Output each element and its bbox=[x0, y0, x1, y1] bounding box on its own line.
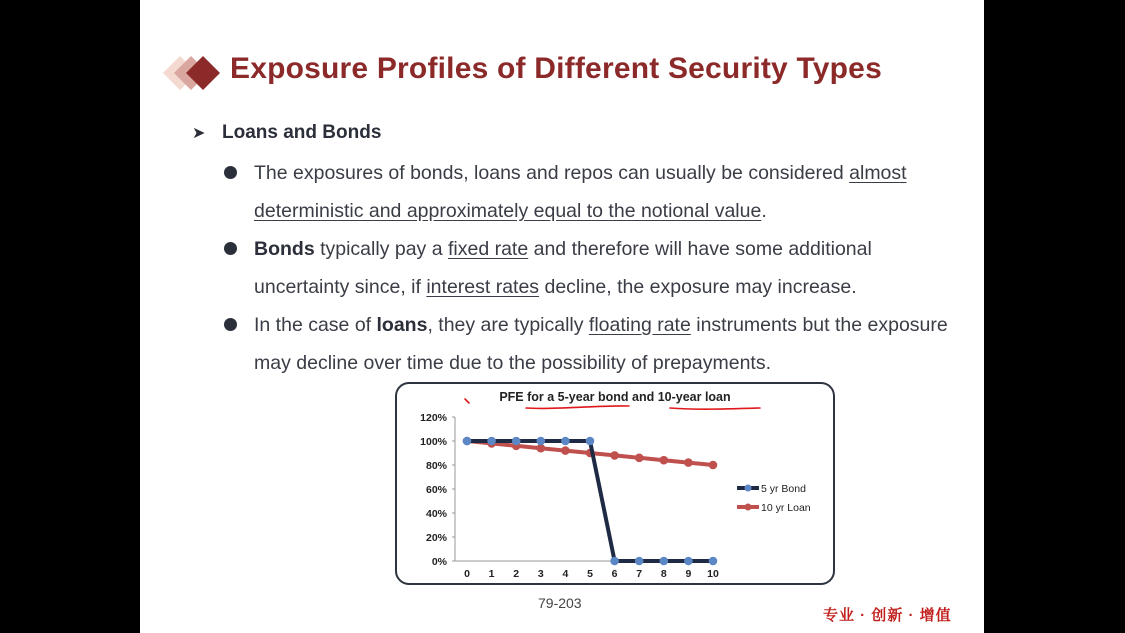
x-tick-label: 1 bbox=[488, 568, 495, 580]
section-heading-text: Loans and Bonds bbox=[222, 122, 382, 143]
legend-marker-bond bbox=[745, 485, 752, 492]
data-point-bond bbox=[709, 557, 718, 566]
annotation-underline bbox=[670, 408, 760, 409]
x-tick-label: 9 bbox=[685, 568, 692, 580]
legend-label: 10 yr Loan bbox=[761, 502, 811, 514]
data-point-loan bbox=[709, 461, 718, 470]
x-tick-label: 6 bbox=[611, 568, 618, 580]
y-tick-label: 120% bbox=[420, 412, 447, 424]
bullet-item: The exposures of bonds, loans and repos can usually be considered almost deterministic and approximately equal to the notional value. bbox=[222, 154, 962, 230]
data-point-loan bbox=[660, 456, 669, 465]
y-tick-label: 80% bbox=[425, 460, 447, 472]
data-point-bond bbox=[586, 437, 595, 446]
x-tick-label: 10 bbox=[707, 568, 719, 580]
data-point-loan bbox=[610, 451, 619, 460]
y-tick-label: 20% bbox=[425, 532, 447, 544]
bullet-item: In the case of loans, they are typically floating rate instruments but the exposure may decline over time due to the possibility of prepayments. bbox=[222, 306, 962, 382]
x-tick-label: 0 bbox=[464, 568, 470, 580]
y-tick-label: 0% bbox=[431, 556, 447, 568]
bullet-item: Bonds typically pay a fixed rate and therefore will have some additional uncertainty since, if interest rates decline, the exposure may increase. bbox=[222, 230, 962, 306]
x-tick-label: 2 bbox=[513, 568, 520, 580]
arrow-bullet-icon: ➤ bbox=[192, 125, 206, 142]
data-point-bond bbox=[660, 557, 669, 566]
x-tick-label: 8 bbox=[660, 568, 667, 580]
data-point-bond bbox=[512, 437, 521, 446]
underlined-phrase: almost deterministic and approximately equal to the notional value bbox=[254, 162, 907, 222]
data-point-bond bbox=[561, 437, 570, 446]
section-heading bbox=[192, 122, 381, 144]
bullet-list bbox=[222, 154, 962, 382]
brand-slogan: 专业 · 创新 · 增值 bbox=[823, 607, 952, 624]
slide bbox=[140, 0, 984, 633]
data-point-bond bbox=[684, 557, 693, 566]
chart-container bbox=[395, 382, 835, 585]
data-point-bond bbox=[537, 437, 546, 446]
diamond-logo-icon bbox=[162, 52, 224, 94]
data-point-bond bbox=[635, 557, 644, 566]
legend-marker-loan bbox=[745, 504, 752, 511]
y-tick-label: 100% bbox=[420, 436, 447, 448]
x-tick-label: 3 bbox=[537, 568, 544, 580]
y-tick-label: 60% bbox=[425, 484, 447, 496]
annotation-tick bbox=[465, 399, 469, 403]
underlined-phrase: floating rate bbox=[588, 314, 691, 336]
data-point-bond bbox=[487, 437, 496, 446]
x-tick-label: 5 bbox=[587, 568, 593, 580]
data-point-bond bbox=[463, 437, 472, 446]
data-point-loan bbox=[635, 454, 644, 463]
chart-title: PFE for a 5-year bond and 10-year loan bbox=[499, 390, 731, 404]
bullet-dot-icon bbox=[224, 318, 237, 331]
y-tick-label: 40% bbox=[425, 508, 447, 520]
underlined-phrase: interest rates bbox=[426, 276, 540, 298]
series-line-bond bbox=[467, 441, 713, 561]
x-tick-label: 7 bbox=[636, 568, 643, 580]
page-number: 79-203 bbox=[538, 595, 582, 611]
x-tick-label: 4 bbox=[562, 568, 569, 580]
bullet-dot-icon bbox=[224, 166, 237, 179]
page-title: Exposure Profiles of Different Security Types bbox=[230, 52, 882, 85]
data-point-loan bbox=[684, 458, 693, 467]
data-point-bond bbox=[610, 557, 619, 566]
data-point-loan bbox=[561, 446, 570, 455]
underlined-phrase: fixed rate bbox=[447, 238, 529, 260]
pfe-chart bbox=[397, 384, 833, 583]
annotation-underline bbox=[526, 406, 629, 409]
legend-label: 5 yr Bond bbox=[761, 483, 806, 495]
bullet-dot-icon bbox=[224, 242, 237, 255]
